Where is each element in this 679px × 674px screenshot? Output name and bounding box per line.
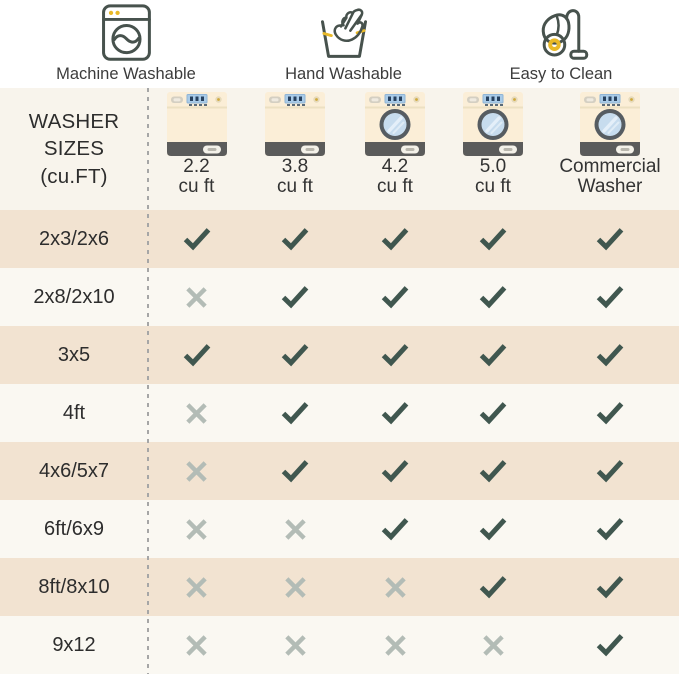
check-mark-icon [280,284,310,310]
check-mark-icon [345,342,445,368]
check-mark-icon [148,226,245,252]
legend-label: Machine Washable [56,65,196,83]
title-line: SIZES [43,137,105,161]
care-legend [0,0,679,88]
legend-label: Easy to Clean [509,65,613,83]
check-mark-icon [595,458,625,484]
x-mark-icon [148,575,245,600]
check-mark-icon [345,458,445,484]
check-mark-icon [380,226,410,252]
check-mark-icon [445,342,541,368]
washing-machine-icon [96,4,156,62]
hand-wash-icon [311,4,377,62]
check-mark-icon [595,632,625,658]
top-load-washer-icon [166,91,228,157]
front-load-washer-icon [364,91,426,157]
check-mark-icon [280,226,310,252]
check-mark-icon [245,342,345,368]
legend-item-machine-washable [28,0,224,88]
x-mark-icon [184,575,209,600]
check-mark-icon [445,516,541,542]
column-label: 4.2 [381,156,409,177]
check-mark-icon [380,458,410,484]
table-row [0,500,679,558]
check-mark-icon [541,632,679,658]
check-mark-icon [595,226,625,252]
check-mark-icon [541,574,679,600]
check-mark-icon [380,284,410,310]
x-mark-icon [184,459,209,484]
check-mark-icon [245,284,345,310]
table-row [0,558,679,616]
column-label: cu ft [277,176,313,197]
check-mark-icon [245,458,345,484]
x-mark-icon [148,285,245,310]
legend-item-easy-to-clean [463,0,659,88]
x-mark-icon [283,633,308,658]
check-mark-icon [595,284,625,310]
x-mark-icon [148,633,245,658]
column-header-2-2-cu-ft [148,88,245,210]
check-mark-icon [380,400,410,426]
check-mark-icon [541,284,679,310]
title-line: WASHER [28,110,120,134]
table-row [0,384,679,442]
check-mark-icon [280,400,310,426]
row-label: 6ft/6x9 [43,517,105,540]
comparison-table [0,88,679,674]
check-mark-icon [345,226,445,252]
column-label: cu ft [178,176,215,197]
front-load-washer-icon [462,91,524,157]
check-mark-icon [380,342,410,368]
column-label: cu ft [377,176,413,197]
check-mark-icon [478,458,508,484]
check-mark-icon [541,458,679,484]
dashed-column-divider [147,88,149,674]
x-mark-icon [283,575,308,600]
column-label: cu ft [475,176,511,197]
check-mark-icon [445,400,541,426]
check-mark-icon [541,342,679,368]
check-mark-icon [345,284,445,310]
x-mark-icon [184,285,209,310]
x-mark-icon [283,517,308,542]
row-label: 3x5 [57,343,91,366]
check-mark-icon [182,226,212,252]
column-label: 3.8 [281,156,309,177]
column-label: 5.0 [479,156,507,177]
legend-item-hand-washable [246,0,442,88]
check-mark-icon [478,284,508,310]
check-mark-icon [478,574,508,600]
table-row [0,268,679,326]
x-mark-icon [383,633,408,658]
column-header-4-2-cu-ft [345,88,445,210]
x-mark-icon [245,633,345,658]
x-mark-icon [184,401,209,426]
front-load-washer-icon [579,91,641,157]
x-mark-icon [245,575,345,600]
check-mark-icon [595,516,625,542]
check-mark-icon [345,516,445,542]
column-header-commercial-washer [541,88,679,210]
check-mark-icon [280,342,310,368]
row-label: 2x8/2x10 [33,285,115,308]
x-mark-icon [148,517,245,542]
check-mark-icon [478,400,508,426]
check-mark-icon [478,342,508,368]
check-mark-icon [445,284,541,310]
check-mark-icon [478,516,508,542]
column-label: Commercial [559,156,661,177]
check-mark-icon [245,226,345,252]
x-mark-icon [148,401,245,426]
check-mark-icon [380,516,410,542]
vacuum-cleaner-icon [530,4,592,62]
column-header-3-8-cu-ft [245,88,345,210]
row-label: 4ft [62,401,86,424]
check-mark-icon [595,400,625,426]
table-row [0,326,679,384]
x-mark-icon [383,575,408,600]
check-mark-icon [345,400,445,426]
legend-label: Hand Washable [285,65,402,83]
title-line: (cu.FT) [40,164,108,188]
table-title [0,88,148,210]
row-label: 4x6/5x7 [38,459,110,482]
table-row [0,210,679,268]
check-mark-icon [445,226,541,252]
table-body [0,210,679,674]
x-mark-icon [148,459,245,484]
check-mark-icon [245,400,345,426]
check-mark-icon [541,226,679,252]
table-row [0,442,679,500]
x-mark-icon [445,633,541,658]
x-mark-icon [184,517,209,542]
row-label: 2x3/2x6 [38,227,110,250]
column-label: 2.2 [183,156,210,177]
check-mark-icon [445,574,541,600]
x-mark-icon [245,517,345,542]
x-mark-icon [184,633,209,658]
check-mark-icon [595,574,625,600]
check-mark-icon [445,458,541,484]
check-mark-icon [478,226,508,252]
x-mark-icon [345,633,445,658]
check-mark-icon [541,516,679,542]
row-label: 8ft/8x10 [38,575,110,598]
row-label: 9x12 [52,633,96,656]
column-label: Washer [577,176,643,197]
top-load-washer-icon [264,91,326,157]
table-row [0,616,679,674]
check-mark-icon [148,342,245,368]
check-mark-icon [541,400,679,426]
check-mark-icon [182,342,212,368]
column-header-5-0-cu-ft [445,88,541,210]
x-mark-icon [481,633,506,658]
check-mark-icon [595,342,625,368]
x-mark-icon [345,575,445,600]
table-header-row [0,88,679,210]
check-mark-icon [280,458,310,484]
